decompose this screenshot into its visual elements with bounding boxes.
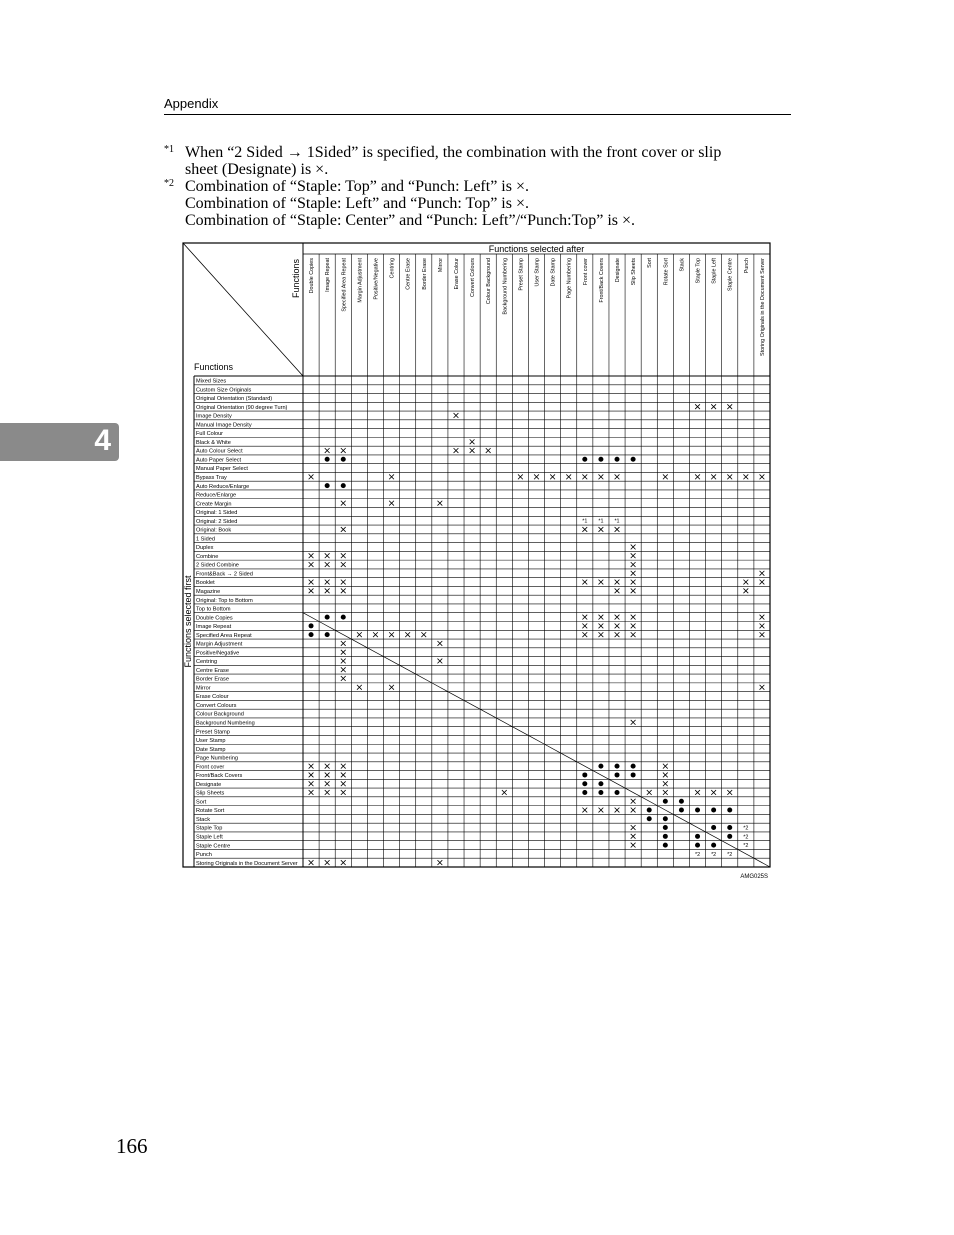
row-label: Staple Top — [196, 825, 223, 832]
row-label: Front/Back Covers — [196, 773, 243, 780]
row-label: Original: Book — [196, 527, 232, 534]
diagonal-mark — [367, 648, 383, 657]
row-label: Original: 2 Sided — [196, 518, 238, 525]
dot-mark — [727, 825, 732, 830]
row-label: Top to Bottom — [196, 606, 231, 613]
row-label: Margin Adjustment — [196, 641, 243, 648]
row-label: Black & White — [196, 439, 231, 446]
dot-mark — [325, 632, 330, 637]
dot-mark — [598, 457, 603, 462]
dot-mark — [663, 843, 668, 848]
column-header: Punch — [743, 258, 750, 274]
row-label: Background Numbering — [196, 720, 255, 727]
row-label: Magazine — [196, 588, 221, 595]
column-header: Convert Colours — [470, 257, 477, 297]
column-header: Storing Originals in the Document Server — [759, 258, 766, 356]
row-label: Original: Top to Bottom — [196, 597, 253, 604]
footnote-ref-mark: *2 — [711, 851, 717, 858]
dot-mark — [309, 623, 314, 628]
diagonal-mark — [351, 639, 367, 648]
row-label: Manual Paper Select — [196, 466, 248, 473]
diagonal-mark — [577, 762, 593, 771]
dot-mark — [679, 808, 684, 813]
column-header: Stack — [679, 258, 686, 272]
dot-mark — [582, 781, 587, 786]
footnote-line: Combination of “Staple: Center” and “Punch: Left”/“Punch:Top” is ×. — [185, 212, 636, 229]
column-header: Preset Stamp — [518, 258, 525, 291]
dot-mark — [582, 790, 587, 795]
row-label: Combine — [196, 553, 219, 560]
diagonal-mark — [303, 613, 319, 622]
diagonal-mark — [464, 700, 480, 709]
dot-mark — [711, 808, 716, 813]
row-label: User Stamp — [196, 738, 226, 745]
footnote-ref-mark: *2 — [694, 851, 701, 858]
row-label: Centre Erase — [196, 667, 229, 674]
footnote-ref-mark: *2 — [727, 851, 733, 858]
column-header: Centre Erase — [405, 258, 412, 290]
diagonal-mark — [448, 692, 464, 701]
column-header: Margin Adjustment — [357, 258, 364, 303]
row-label: Positive/Negative — [196, 650, 240, 657]
column-header: Rotate Sort — [663, 258, 670, 286]
row-label: Auto Paper Select — [196, 457, 242, 464]
column-header: Sort — [647, 258, 654, 268]
diagonal-mark — [545, 744, 561, 753]
dot-mark — [711, 843, 716, 848]
row-label: Preset Stamp — [196, 729, 230, 736]
dot-mark — [341, 615, 346, 620]
row-label: Original Orientation (Standard) — [196, 396, 273, 403]
diagonal-mark — [528, 735, 544, 744]
column-header: Double Copies — [309, 258, 316, 294]
diagonal-mark — [738, 849, 754, 858]
footnote-ref-mark: *1 — [614, 518, 620, 525]
row-label: Front&Back → 2 Sided — [196, 571, 253, 578]
footnote-mark: *2 — [164, 178, 174, 189]
diagonal-mark — [400, 665, 416, 674]
column-header: Border Erase — [421, 258, 428, 290]
row-label: Mixed Sizes — [196, 378, 227, 385]
dot-mark — [727, 808, 732, 813]
diagonal-mark — [625, 788, 641, 797]
row-label: Full Colour — [196, 431, 224, 438]
row-label: Punch — [196, 852, 212, 859]
row-label: Date Stamp — [196, 746, 226, 753]
diagonal-mark — [754, 858, 770, 867]
row-label: Custom Size Originals — [196, 387, 252, 394]
row-label: Auto Reduce/Enlarge — [196, 483, 250, 490]
dot-mark — [663, 834, 668, 839]
column-header: Designate — [615, 258, 622, 283]
diagonal-mark — [496, 718, 512, 727]
row-label: Convert Colours — [196, 702, 237, 709]
diagonal-mark — [706, 832, 722, 841]
row-label: Image Repeat — [196, 624, 232, 631]
row-label: Staple Centre — [196, 843, 231, 850]
row-label: Specified Area Repeat — [196, 632, 252, 639]
dot-mark — [598, 764, 603, 769]
diagonal-mark — [432, 683, 448, 692]
dot-mark — [341, 483, 346, 488]
dot-mark — [647, 816, 652, 821]
dot-mark — [582, 772, 587, 777]
column-header: Page Numbering — [566, 258, 573, 299]
row-label: Slip Sheets — [196, 790, 225, 797]
dot-mark — [631, 772, 636, 777]
diagonal-mark — [319, 622, 335, 631]
dot-mark — [615, 764, 620, 769]
column-header: Date Stamp — [550, 258, 557, 287]
row-label: Mirror — [196, 685, 211, 692]
row-label: Bypass Tray — [196, 475, 227, 482]
diagonal-mark — [673, 814, 689, 823]
row-label: Manual Image Density — [196, 422, 252, 429]
row-label: Colour Background — [196, 711, 244, 718]
dot-mark — [325, 457, 330, 462]
diagonal-mark — [416, 674, 432, 683]
dot-mark — [631, 764, 636, 769]
diagonal-mark — [657, 806, 673, 815]
footnote-mark: *1 — [164, 144, 174, 155]
row-label: Original Orientation (90 degree Turn) — [196, 404, 288, 411]
diagonal-mark — [722, 841, 738, 850]
dot-mark — [325, 615, 330, 620]
diagonal-mark — [384, 657, 400, 666]
column-header: Staple Top — [695, 258, 702, 284]
row-label: Erase Colour — [196, 694, 229, 701]
column-header: Colour Background — [486, 258, 493, 305]
dot-mark — [663, 825, 668, 830]
footnote-ref-mark: *1 — [582, 518, 588, 525]
column-header: Front cover — [582, 258, 589, 286]
dot-mark — [679, 799, 684, 804]
diagonal-mark — [335, 630, 351, 639]
row-label: 1 Sided — [196, 536, 215, 543]
diagonal-mark — [689, 823, 705, 832]
section-header: Appendix — [164, 96, 219, 111]
dot-mark — [615, 457, 620, 462]
footnote-ref-mark: *2 — [743, 834, 749, 841]
row-label: Staple Left — [196, 834, 223, 841]
column-header: Erase Colour — [453, 258, 460, 290]
column-header: Front/Back Covers — [598, 258, 605, 303]
dot-mark — [615, 790, 620, 795]
row-label: Border Erase — [196, 676, 229, 683]
column-header: Staple Left — [711, 258, 718, 284]
footnote-line: Combination of “Staple: Top” and “Punch: Left” is ×. — [185, 178, 529, 195]
footnote-ref-mark: *1 — [598, 518, 604, 525]
dot-mark — [309, 632, 314, 637]
column-header: User Stamp — [534, 258, 541, 287]
dot-mark — [663, 799, 668, 804]
column-header: Slip Sheets — [631, 258, 638, 286]
row-label: Create Margin — [196, 501, 232, 508]
row-label: Image Density — [196, 413, 232, 420]
diagonal-mark — [561, 753, 577, 762]
dot-mark — [727, 834, 732, 839]
footnote-line: sheet (Designate) is ×. — [185, 161, 329, 178]
column-header: Image Repeat — [325, 258, 332, 292]
matrix-frame — [183, 243, 770, 867]
corner-bottom-label: Functions — [194, 362, 234, 372]
row-label: Storing Originals in the Document Server — [196, 860, 298, 867]
side-title: Functions selected first — [183, 575, 193, 668]
corner-diagonal — [183, 243, 303, 376]
diagonal-mark — [609, 779, 625, 788]
dot-mark — [711, 825, 716, 830]
row-label: 2 Sided Combine — [196, 562, 239, 569]
figure-code: AMG025S — [740, 874, 768, 880]
row-label: Double Copies — [196, 615, 233, 622]
column-header: Mirror — [437, 258, 444, 273]
dot-mark — [647, 808, 652, 813]
footnote-ref-mark: *2 — [743, 843, 749, 850]
corner-top-label: Functions — [291, 258, 301, 298]
page-number: 166 — [116, 1134, 148, 1158]
row-label: Front cover — [196, 764, 225, 771]
column-header: Background Numbering — [502, 258, 509, 315]
footnote-line: When “2 Sided → 1Sided” is specified, the combination with the front cover or slip — [185, 144, 722, 161]
dot-mark — [598, 781, 603, 786]
diagonal-mark — [593, 771, 609, 780]
row-label: Sort — [196, 799, 207, 806]
dot-mark — [695, 834, 700, 839]
dot-mark — [615, 772, 620, 777]
row-label: Centring — [196, 659, 218, 666]
row-label: Auto Colour Select — [196, 448, 243, 455]
row-label: Designate — [196, 781, 222, 788]
diagonal-mark — [641, 797, 657, 806]
row-label: Stack — [196, 816, 210, 823]
diagonal-mark — [480, 709, 496, 718]
row-label: Original: 1 Sided — [196, 510, 238, 517]
row-label: Duplex — [196, 545, 214, 552]
footnote-ref-mark: *2 — [743, 825, 749, 832]
column-header: Specified Area Repeat — [341, 258, 348, 312]
dot-mark — [695, 808, 700, 813]
row-label: Booklet — [196, 580, 215, 587]
dot-mark — [341, 457, 346, 462]
dot-mark — [663, 816, 668, 821]
row-label: Page Numbering — [196, 755, 238, 762]
dot-mark — [325, 483, 330, 488]
row-label: Reduce/Enlarge — [196, 492, 237, 499]
dot-mark — [631, 457, 636, 462]
top-title: Functions selected after — [488, 244, 585, 254]
row-label: Rotate Sort — [196, 808, 225, 815]
column-header: Positive/Negative — [373, 258, 380, 300]
footnote-line: Combination of “Staple: Left” and “Punch: Top” is ×. — [185, 195, 529, 212]
column-header: Centring — [389, 258, 396, 279]
diagonal-mark — [512, 727, 528, 736]
chapter-number: 4 — [94, 424, 111, 457]
dot-mark — [582, 457, 587, 462]
dot-mark — [695, 843, 700, 848]
column-header: Staple Centre — [727, 258, 734, 291]
dot-mark — [598, 790, 603, 795]
